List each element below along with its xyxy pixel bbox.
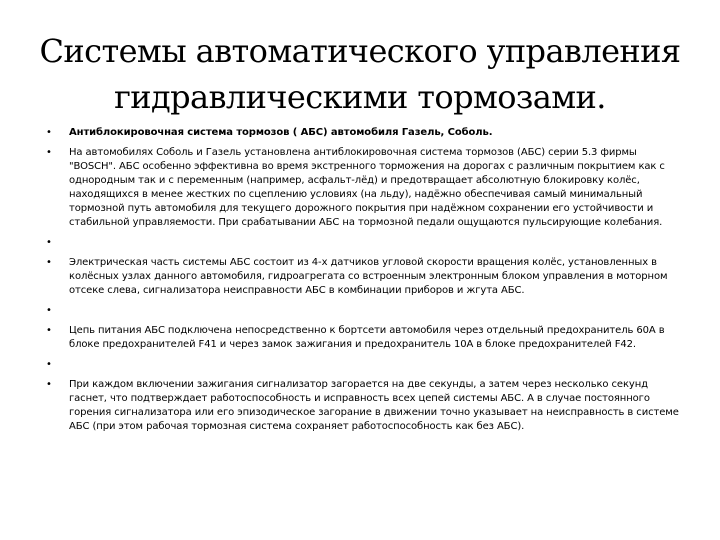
- bullet-text: Цепь питания АБС подключена непосредственно к бортсети автомобиля через отдельный предохранитель 60А в блоке предохранителей F41 и через замок зажигания и предохранитель 10А в блоке предохранителей F42.: [69, 325, 665, 350]
- bullet-marker: •: [46, 305, 52, 316]
- bullet-item-empty: [46, 236, 682, 250]
- bullet-text: На автомобилях Соболь и Газель установлена антиблокировочная система тормозов (АБС) серии 5.3 фирмы "BOSCH". АБС особенно эффективна во время экстренного торможения на дорогах с различным покрытием как с однородным так и с переменным (например, асфальт-лёд) и предотвращает абсолютную блокировку колёс, находящихся в менее жестких по сцеплению условиях (на льду), надёжно обеспечивая самый минимальный тормозной путь автомобиля для текущего дорожного покрытия при надёжном сохранении его устойчивости и стабильной управляемости. При срабатывании АБС на тормозной педали ощущаются пульсирующие колебания.: [69, 147, 665, 228]
- bullet-marker: •: [46, 257, 52, 268]
- bullet-item: [46, 324, 682, 352]
- bullet-marker: •: [46, 127, 52, 138]
- bullet-marker: •: [46, 237, 52, 248]
- bullet-marker: •: [46, 379, 52, 390]
- bullet-marker: •: [46, 325, 52, 336]
- bullet-item-empty: [46, 358, 682, 372]
- bullet-item: [46, 126, 682, 140]
- bullet-item: [46, 146, 682, 230]
- bullet-marker: •: [46, 359, 52, 370]
- bullet-text: Электрическая часть системы АБС состоит из 4-х датчиков угловой скорости вращения колёс, установленных в колёсных узлах данного автомобиля, гидроагрегата со встроенным электронным блоком управления в моторном отсеке слева, сигнализатора неисправности АБС в комбинации приборов и жгута АБС.: [69, 257, 668, 296]
- bullet-item: [46, 378, 682, 434]
- bullet-marker: •: [46, 147, 52, 158]
- bullet-item-empty: [46, 304, 682, 318]
- bullet-list: [46, 126, 682, 440]
- bullet-text-heading: Антиблокировочная система тормозов ( АБС) автомобиля Газель, Соболь.: [69, 127, 493, 138]
- bullet-text: При каждом включении зажигания сигнализатор загорается на две секунды, а затем через несколько секунд гаснет, что подтверждает работоспособность и исправность всех цепей системы АБС. А в случае постоянного горения сигнализатора или его эпизодическое загорание в движении точно указывает на неисправность в системе АБС (при этом рабочая тормозная система сохраняет работоспособность как без АБС).: [69, 379, 679, 432]
- slide-title: Системы автоматического управления гидравлическими тормозами.: [39, 32, 681, 116]
- bullet-item: [46, 256, 682, 298]
